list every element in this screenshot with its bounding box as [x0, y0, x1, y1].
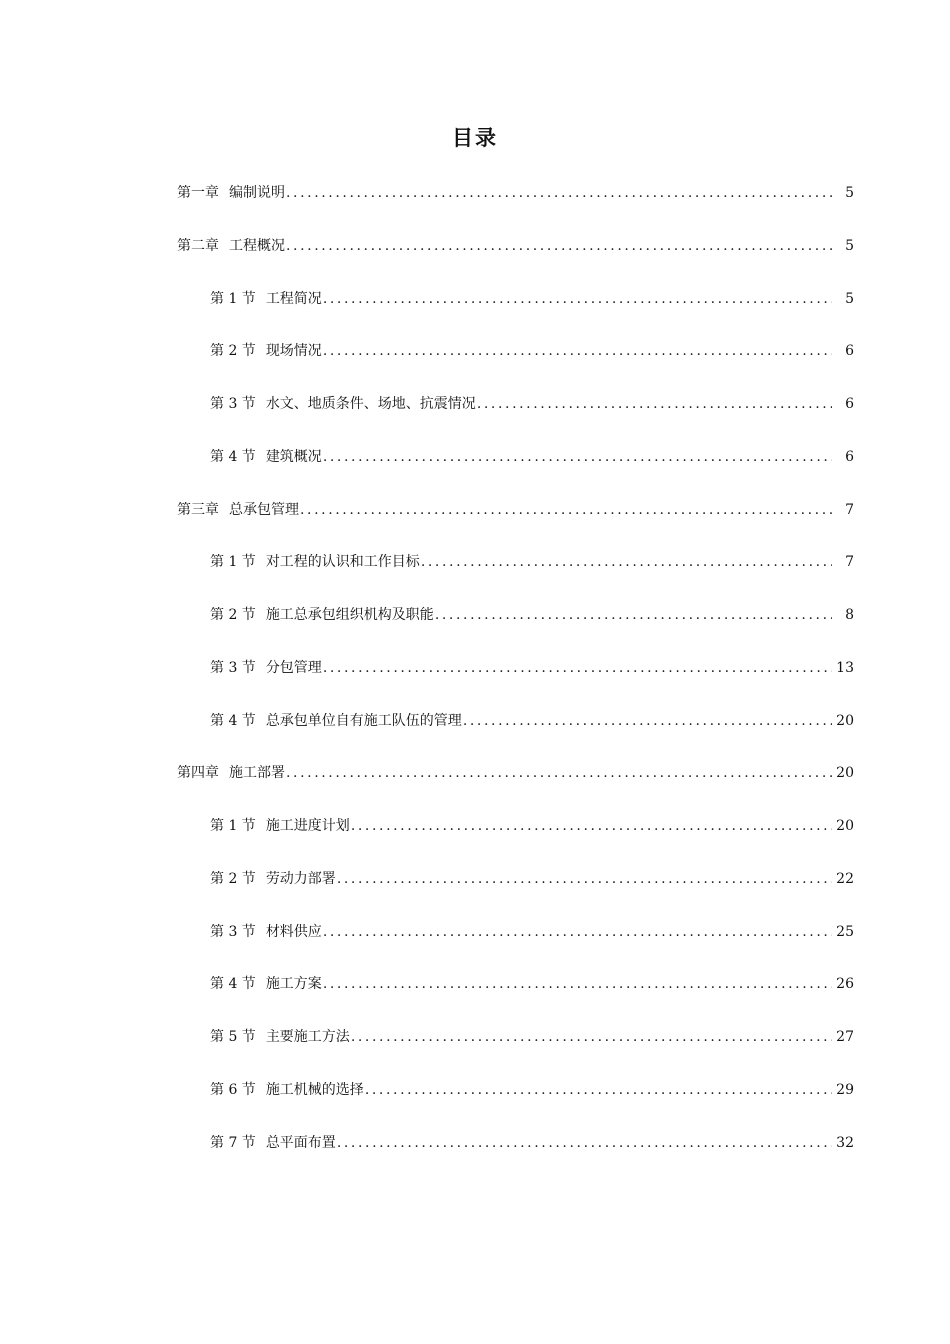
- toc-dot-leader: [323, 338, 832, 364]
- toc-page-number: 8: [845, 607, 854, 623]
- toc-dot-leader: [323, 286, 832, 312]
- toc-page-number: 6: [845, 396, 854, 412]
- toc-entry-title: 对工程的认识和工作目标: [265, 554, 420, 571]
- toc-page-number: 25: [836, 923, 854, 940]
- toc-page-number: 20: [836, 765, 854, 782]
- toc-entry-title: 劳动力部署: [265, 870, 336, 887]
- toc-entry-label: 第 3 节: [210, 659, 256, 676]
- toc-chapter-entry[interactable]: [0, 497, 950, 550]
- toc-section-entry[interactable]: [0, 971, 950, 1024]
- toc-page-number: 26: [836, 976, 854, 993]
- page-title: 目录: [452, 126, 498, 150]
- toc-section-entry[interactable]: [0, 444, 950, 497]
- toc-section-entry[interactable]: [0, 286, 950, 339]
- toc-section-entry[interactable]: [0, 602, 950, 655]
- toc-chapter-entry[interactable]: [0, 180, 950, 233]
- toc-page-number: 27: [836, 1029, 854, 1045]
- toc-entry-title: 工程简况: [265, 290, 322, 307]
- toc-dot-leader: [300, 497, 832, 523]
- toc-section-entry[interactable]: [0, 1024, 950, 1077]
- toc-dot-leader: [323, 971, 832, 997]
- toc-section-entry[interactable]: [0, 549, 950, 602]
- toc-section-entry[interactable]: [0, 1077, 950, 1130]
- toc-entry-label: 第四章: [177, 765, 219, 782]
- toc-page-number: 5: [845, 185, 854, 201]
- toc-section-entry[interactable]: [0, 655, 950, 708]
- toc-entry-label: 第 4 节: [210, 712, 256, 729]
- toc-section-entry[interactable]: [0, 1130, 950, 1183]
- toc-dot-leader: [435, 602, 832, 628]
- toc-section-entry[interactable]: [0, 708, 950, 761]
- toc-page-number: 5: [845, 237, 854, 254]
- toc-page-number: 13: [836, 659, 854, 676]
- toc-entry-title: 总承包单位自有施工队伍的管理: [265, 712, 462, 729]
- toc-dot-leader: [477, 391, 832, 417]
- toc-entry-title: 工程概况: [229, 237, 285, 254]
- toc-page-number: 20: [836, 712, 854, 729]
- toc-entry-label: 第 5 节: [210, 1029, 256, 1045]
- toc-dot-leader: [337, 1130, 832, 1156]
- toc-page-number: 20: [836, 818, 854, 834]
- toc-page-number: 5: [845, 290, 854, 307]
- toc-entry-label: 第 1 节: [210, 818, 256, 834]
- table-of-contents: [0, 180, 950, 1182]
- toc-chapter-entry[interactable]: [0, 233, 950, 286]
- toc-entry-label: 第 3 节: [210, 396, 256, 412]
- toc-page-number: 32: [836, 1134, 854, 1151]
- toc-entry-title: 分包管理: [265, 659, 322, 676]
- toc-dot-leader: [323, 444, 832, 470]
- toc-entry-label: 第 2 节: [210, 607, 256, 623]
- toc-page-number: 7: [845, 501, 854, 518]
- toc-entry-title: 施工机械的选择: [265, 1081, 364, 1098]
- toc-entry-label: 第 1 节: [210, 290, 256, 307]
- toc-entry-title: 总平面布置: [265, 1134, 336, 1151]
- toc-entry-label: 第 4 节: [210, 448, 256, 465]
- toc-entry-label: 第 4 节: [210, 976, 256, 993]
- toc-entry-title: 总承包管理: [229, 501, 299, 518]
- toc-section-entry[interactable]: [0, 391, 950, 444]
- toc-entry-title: 施工总承包组织机构及职能: [265, 607, 434, 623]
- toc-entry-title: 主要施工方法: [265, 1029, 350, 1045]
- toc-section-entry[interactable]: [0, 919, 950, 972]
- toc-entry-label: 第三章: [177, 501, 219, 518]
- toc-entry-title: 施工方案: [265, 976, 322, 993]
- toc-section-entry[interactable]: [0, 813, 950, 866]
- toc-dot-leader: [323, 655, 832, 681]
- toc-page-number: 7: [845, 554, 854, 571]
- toc-entry-label: 第一章: [177, 185, 219, 201]
- toc-entry-label: 第 2 节: [210, 343, 256, 360]
- toc-entry-label: 第 6 节: [210, 1081, 256, 1098]
- toc-entry-label: 第二章: [177, 237, 219, 254]
- toc-entry-title: 现场情况: [265, 343, 322, 360]
- toc-chapter-entry[interactable]: [0, 760, 950, 813]
- toc-dot-leader: [286, 180, 832, 206]
- toc-dot-leader: [365, 1077, 832, 1103]
- toc-entry-title: 施工部署: [229, 765, 285, 782]
- toc-entry-title: 施工进度计划: [265, 818, 350, 834]
- toc-dot-leader: [463, 708, 832, 734]
- toc-entry-label: 第 2 节: [210, 870, 256, 887]
- toc-dot-leader: [351, 813, 832, 839]
- toc-page-number: 22: [836, 870, 854, 887]
- toc-section-entry[interactable]: [0, 866, 950, 919]
- toc-dot-leader: [421, 549, 832, 575]
- toc-section-entry[interactable]: [0, 338, 950, 391]
- toc-page-number: 6: [845, 448, 854, 465]
- toc-entry-label: 第 7 节: [210, 1134, 256, 1151]
- toc-dot-leader: [337, 866, 832, 892]
- toc-entry-title: 水文、地质条件、场地、抗震情况: [265, 396, 476, 412]
- toc-page-number: 29: [836, 1081, 854, 1098]
- toc-entry-title: 建筑概况: [265, 448, 322, 465]
- toc-entry-title: 材料供应: [265, 923, 322, 940]
- toc-entry-label: 第 3 节: [210, 923, 256, 940]
- toc-page-number: 6: [845, 343, 854, 360]
- toc-entry-label: 第 1 节: [210, 554, 256, 571]
- toc-dot-leader: [323, 919, 832, 945]
- toc-dot-leader: [286, 760, 832, 786]
- toc-dot-leader: [351, 1024, 832, 1050]
- toc-dot-leader: [286, 233, 832, 259]
- toc-entry-title: 编制说明: [229, 185, 285, 201]
